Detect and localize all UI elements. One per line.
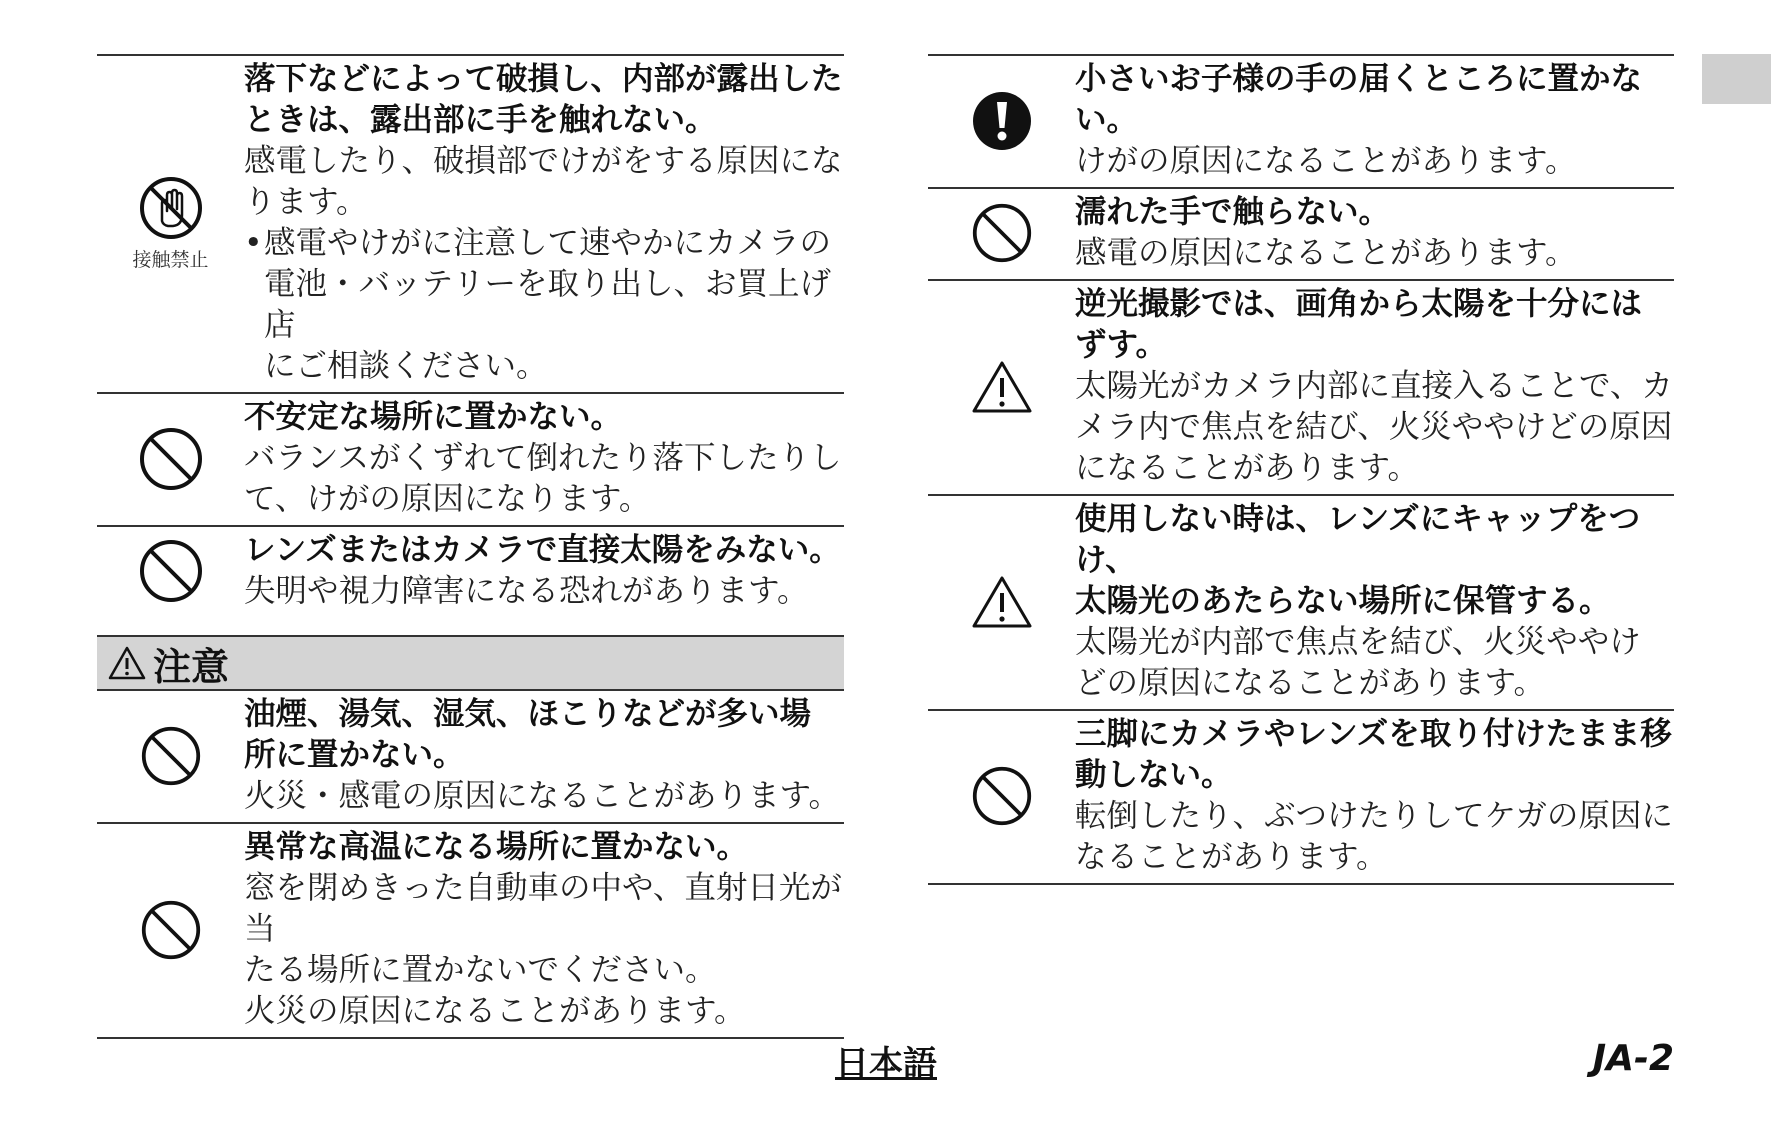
- entry-title: 動しない。: [1075, 757, 1233, 793]
- safety-entry: [928, 494, 1674, 709]
- entry-icon-cell: [928, 91, 1075, 151]
- entry-icon-cell: [97, 899, 244, 961]
- prohibited-icon: [138, 538, 204, 604]
- entry-title: ずす。: [1075, 327, 1167, 363]
- entry-body: 感電の原因になることがあります。: [1075, 235, 1577, 271]
- entry-body: たる場所に置かないでください。: [244, 952, 717, 988]
- entry-title: 濡れた手で触らない。: [1075, 194, 1391, 230]
- prohibited-icon: [971, 765, 1033, 827]
- entry-body: バランスがくずれて倒れたり落下したりし: [244, 440, 842, 476]
- entry-icon-cell: [97, 725, 244, 787]
- safety-entry: [97, 392, 844, 525]
- entry-body: 窓を閉めきった自動車の中や、直射日光が当: [244, 870, 842, 947]
- entry-icon-cell: [928, 765, 1075, 827]
- bullet-line: 感電やけがに注意して速やかにカメラの: [264, 225, 832, 261]
- entry-text: [244, 397, 844, 520]
- bullet-text: [264, 223, 844, 387]
- entry-body: 火災・感電の原因になることがあります。: [244, 778, 840, 814]
- entry-title: 太陽光のあたらない場所に保管する。: [1075, 583, 1611, 619]
- warning-triangle-icon: [971, 575, 1033, 629]
- entry-icon-cell: [97, 175, 244, 272]
- entry-body: なることがあります。: [1075, 839, 1388, 875]
- entry-body: て、けがの原因になります。: [244, 481, 651, 517]
- section-tab-marker: [1702, 54, 1771, 104]
- prohibited-icon: [140, 725, 202, 787]
- entry-body: 転倒したり、ぶつけたりしてケガの原因に: [1075, 798, 1673, 834]
- entry-title: 落下などによって破損し、内部が露出した: [244, 61, 843, 97]
- entry-text: [244, 530, 844, 612]
- entry-text: [1075, 284, 1674, 489]
- bullet-dot: •: [244, 225, 263, 261]
- entry-title: ときは、露出部に手を触れない。: [244, 102, 717, 138]
- caution-title: 注意: [153, 644, 230, 689]
- entry-text: [244, 827, 844, 1032]
- prohibited-icon: [140, 899, 202, 961]
- entry-body: になることがあります。: [1075, 450, 1419, 486]
- entry-title: 三脚にカメラやレンズを取り付けたまま移: [1075, 716, 1672, 752]
- entry-body: ります。: [244, 184, 368, 220]
- entry-text: [244, 694, 844, 817]
- mandatory-exclamation-icon: [972, 91, 1032, 151]
- bullet-item: [244, 223, 844, 387]
- entry-text: [1075, 59, 1674, 182]
- entry-icon-cell: [97, 538, 244, 604]
- warning-triangle-icon: [971, 360, 1033, 414]
- bullet-line: にご相談ください。: [264, 348, 548, 384]
- entry-text: [1075, 499, 1674, 704]
- safety-entry: [928, 279, 1674, 494]
- icon-caption: 接触禁止: [132, 248, 209, 271]
- left-column: [97, 54, 844, 1039]
- entry-title: 逆光撮影では、画角から太陽を十分には: [1075, 286, 1643, 322]
- page-number: JA-2: [1592, 1038, 1674, 1079]
- entry-title: 使用しない時は、レンズにキャップをつけ、: [1075, 501, 1641, 578]
- entry-body: 感電したり、破損部でけがをする原因にな: [244, 143, 843, 179]
- entry-body: メラ内で焦点を結び、火災ややけどの原因: [1075, 409, 1673, 445]
- entry-title: 小さいお子様の手の届くところに置かない。: [1075, 61, 1643, 138]
- entry-text: [1075, 192, 1674, 274]
- prohibited-icon: [971, 202, 1033, 264]
- entry-body: 火災の原因になることがあります。: [244, 993, 746, 1029]
- entry-body: けがの原因になることがあります。: [1075, 143, 1577, 179]
- entry-title: 所に置かない。: [244, 737, 465, 773]
- entry-body: 太陽光がカメラ内部に直接入ることで、カ: [1075, 368, 1673, 404]
- caution-section-header: [97, 635, 844, 691]
- entry-title: 油煙、湯気、湿気、ほこりなどが多い場: [244, 696, 812, 732]
- entry-body: 太陽光が内部で焦点を結び、火災ややけ: [1075, 624, 1641, 660]
- no-touch-icon: [138, 175, 204, 241]
- safety-entry: [928, 187, 1674, 279]
- entry-text: [244, 59, 844, 387]
- safety-entry: [97, 822, 844, 1039]
- entry-text: [1075, 714, 1674, 878]
- entry-icon-cell: [928, 360, 1075, 414]
- safety-entry: [97, 525, 844, 617]
- entry-title: 異常な高温になる場所に置かない。: [244, 829, 749, 865]
- safety-entry: [928, 54, 1674, 187]
- right-column: [928, 54, 1674, 885]
- prohibited-icon: [138, 426, 204, 492]
- safety-entry: [97, 691, 844, 822]
- bullet-line: 電池・バッテリーを取り出し、お買上げ店: [264, 266, 832, 343]
- entry-title: 不安定な場所に置かない。: [244, 399, 623, 435]
- footer-language-label: 日本語: [835, 1044, 937, 1084]
- entry-icon-cell: [928, 202, 1075, 264]
- safety-entry: [97, 54, 844, 392]
- entry-body: どの原因になることがあります。: [1075, 665, 1545, 701]
- safety-entry: [928, 709, 1674, 885]
- warning-triangle-icon: [107, 645, 147, 681]
- entry-icon-cell: [928, 575, 1075, 629]
- entry-icon-cell: [97, 426, 244, 492]
- entry-body: 失明や視力障害になる恐れがあります。: [244, 573, 809, 609]
- entry-title: レンズまたはカメラで直接太陽をみない。: [244, 532, 841, 568]
